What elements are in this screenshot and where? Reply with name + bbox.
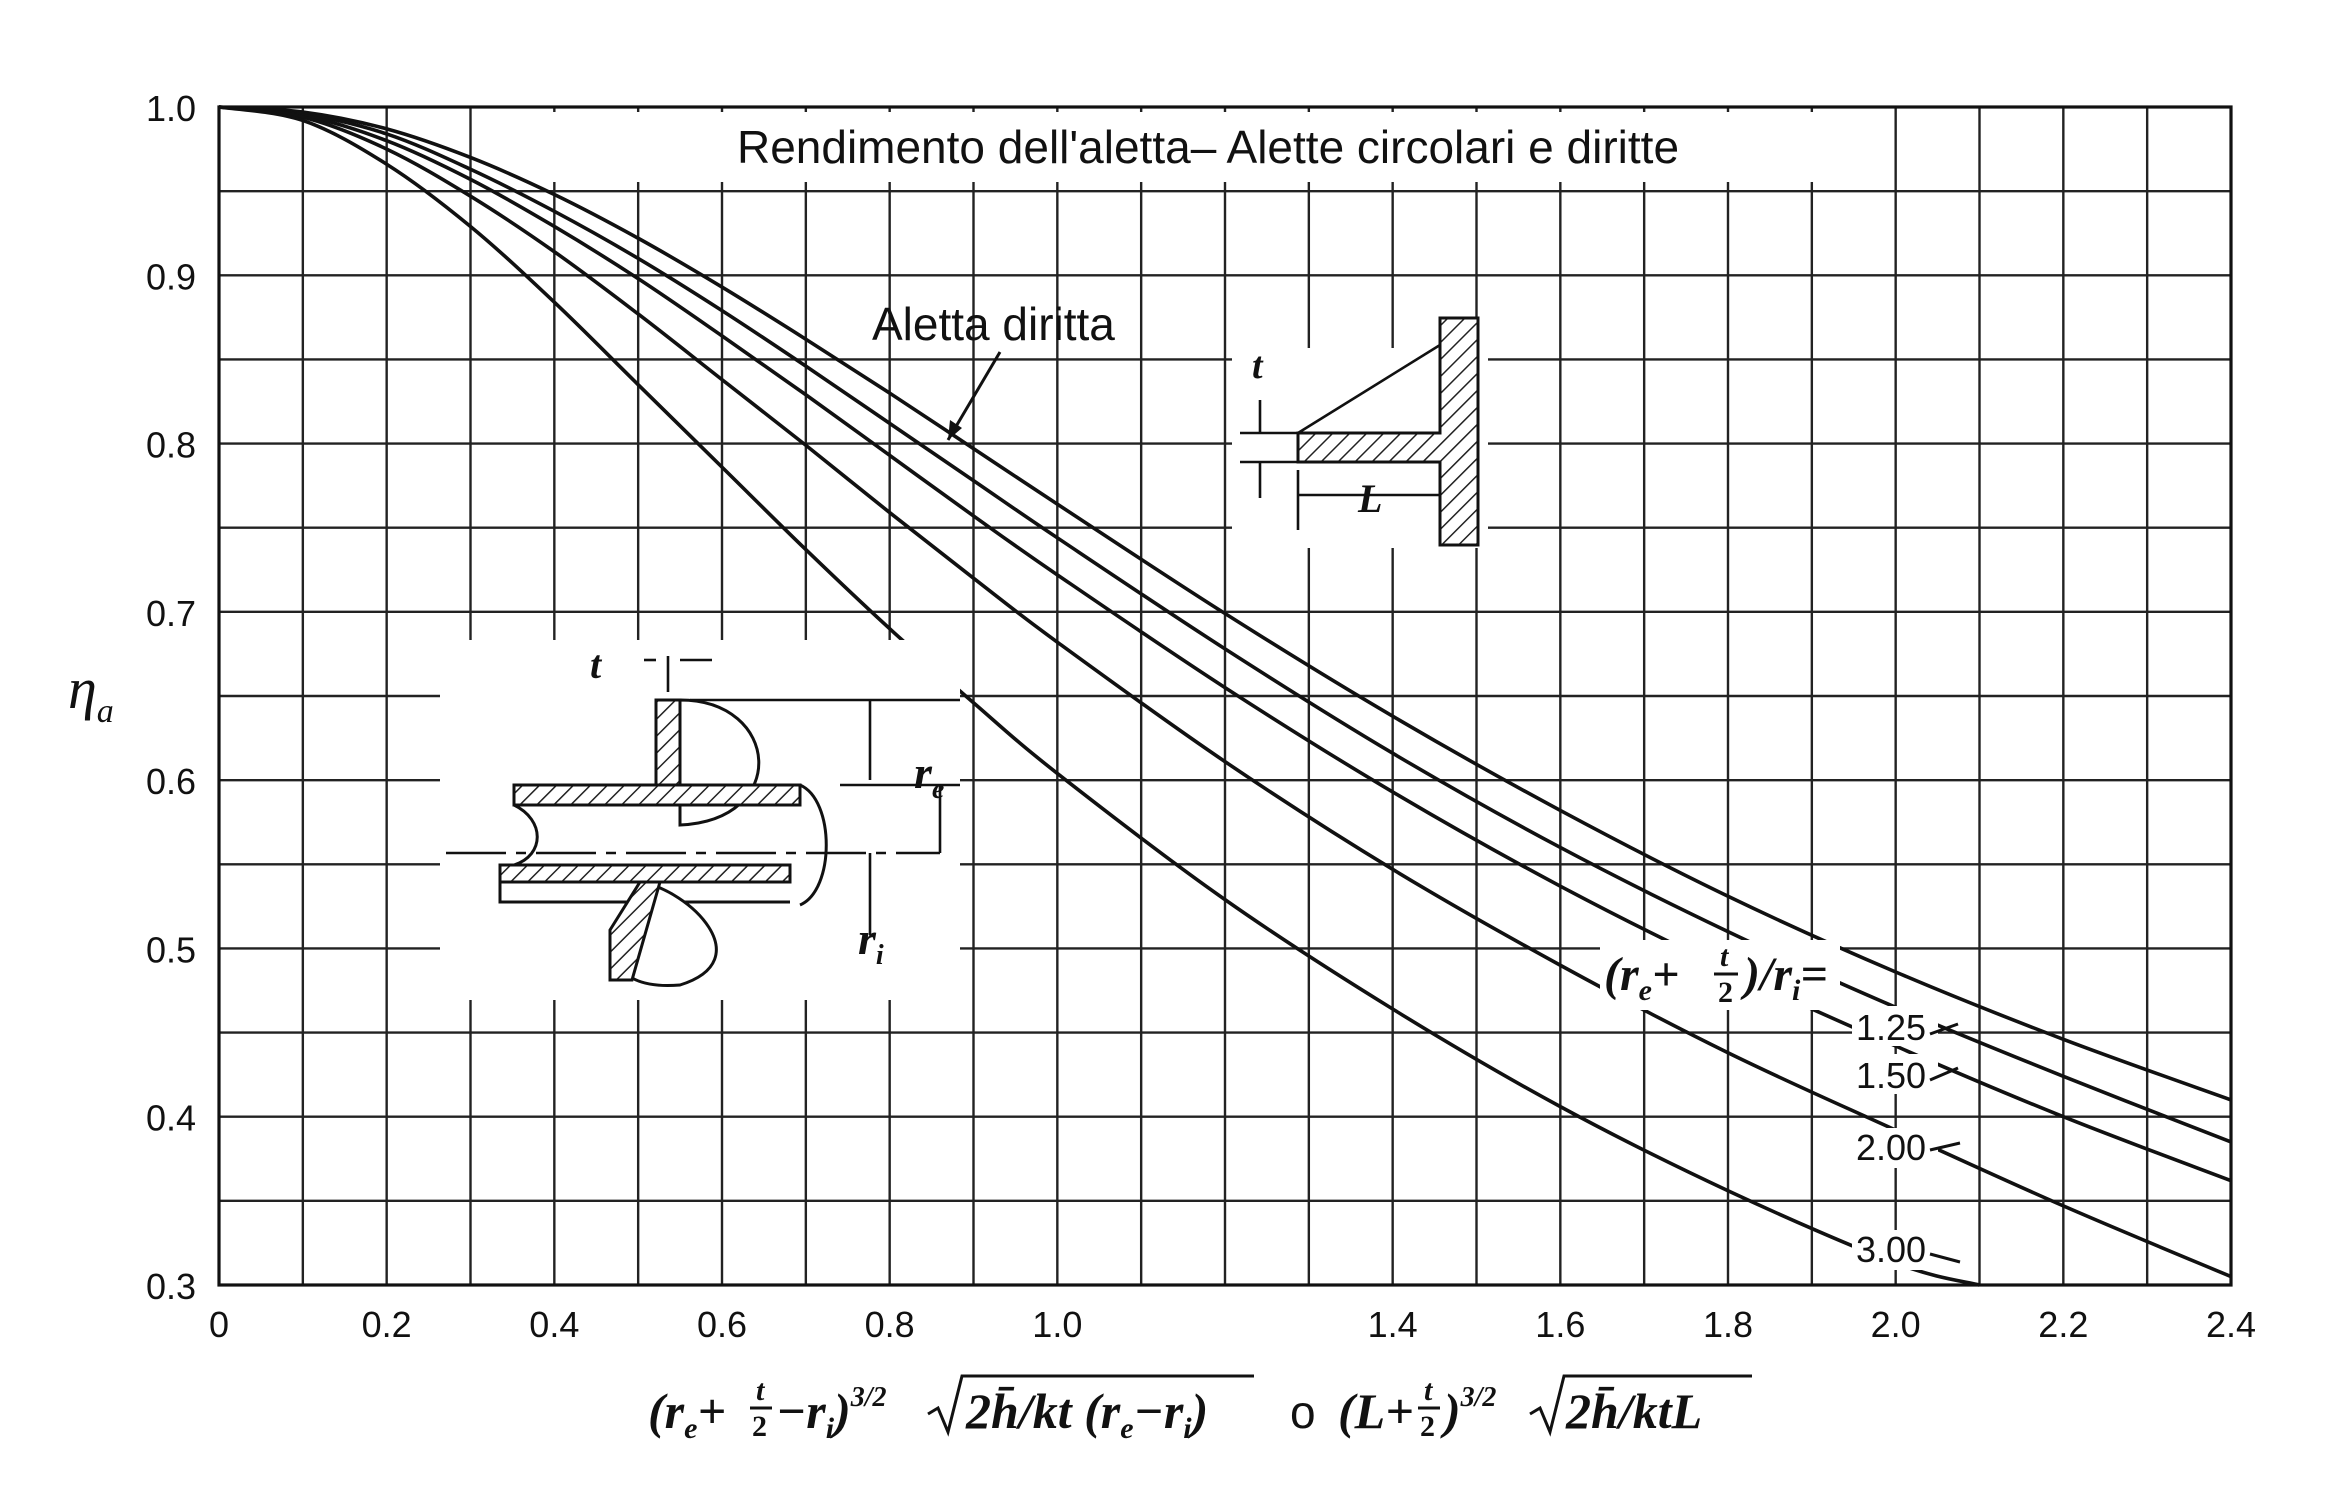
straight-fin-t-label: t: [1252, 345, 1263, 387]
svg-text:2h̄/ktL: 2h̄/ktL: [1566, 1383, 1703, 1439]
y-tick-label: 0.7: [145, 592, 196, 634]
series-labels: [1852, 1006, 1960, 1270]
x-tick-label: 0.6: [696, 1304, 748, 1345]
x-tick-label: 1.8: [1702, 1304, 1754, 1345]
chart-title: Rendimento dell'aletta– Alette circolari e diritte: [736, 121, 1680, 173]
circular-fin-ri-label: $r_i$: [858, 913, 884, 971]
x-axis-label: [648, 1374, 1752, 1445]
svg-text:(re+: ($r_e+$: [1604, 948, 1680, 1007]
y-tick-label: 0.6: [145, 761, 196, 803]
y-tick-label: 0.4: [145, 1097, 196, 1139]
circular-fin-t-label: t: [590, 642, 602, 687]
x-tick-labels: [209, 1304, 2256, 1345]
y-tick-label: 0.5: [145, 929, 196, 971]
y-tick-label: 0.8: [145, 424, 196, 466]
y-axis-label: $\eta_a$: [68, 656, 114, 730]
straight-fin-inset: [1232, 318, 1488, 548]
series-label-3-00: 3.00: [1856, 1229, 1927, 1270]
x-tick-label: 0.2: [361, 1304, 412, 1345]
svg-text:)/ri=: )$/r_i=$: [1744, 948, 1828, 1007]
x-tick-label: 0.4: [529, 1304, 580, 1345]
straight-fin-L-label: L: [1358, 476, 1383, 521]
circular-fin-inset: [440, 640, 960, 1000]
y-tick-label: 0.3: [145, 1266, 196, 1307]
x-tick-label: 2.4: [2205, 1304, 2257, 1345]
y-tick-label: 0.9: [145, 256, 196, 298]
circular-fin-re-label: $r_e$: [914, 747, 945, 805]
svg-text:(L+: (L+: [1338, 1383, 1414, 1439]
series-label-1-50: 1.50: [1856, 1055, 1927, 1096]
svg-text:)3/2: )$^{3/2}$: [1444, 1382, 1497, 1439]
x-tick-label: 2.0: [1870, 1304, 1921, 1345]
svg-text:2: 2: [752, 1410, 767, 1443]
svg-text:(re+: ($r_e+$: [648, 1383, 726, 1445]
series-label-2-00: 2.00: [1856, 1127, 1927, 1168]
parameter-label: [1600, 940, 1840, 1010]
svg-text:t: t: [756, 1374, 765, 1407]
x-tick-label: 1.4: [1367, 1304, 1418, 1345]
x-tick-label: 1.0: [1032, 1304, 1083, 1345]
annotation-aletta-diritta: Aletta diritta: [872, 298, 1115, 350]
y-tick-labels: [146, 88, 196, 1307]
svg-text:t: t: [1720, 940, 1729, 973]
svg-text:2: 2: [1718, 976, 1733, 1009]
y-tick-label: 1.0: [145, 88, 196, 129]
x-tick-label: 1.6: [1535, 1304, 1586, 1345]
svg-text:2: 2: [1420, 1410, 1435, 1443]
svg-text:2h̄/kt (re−ri): 2h̄/kt $(r_e-r_i)$: [966, 1383, 1209, 1445]
x-tick-label: 0: [208, 1304, 230, 1345]
x-tick-label: 0.8: [864, 1304, 915, 1345]
svg-text:−ri)3/2: $-r_i)^{3/2}$: [776, 1382, 887, 1445]
svg-text:o: o: [1290, 1386, 1316, 1438]
svg-text:t: t: [1424, 1374, 1433, 1407]
series-label-1-25: 1.25: [1856, 1007, 1927, 1048]
x-tick-label: 2.2: [2038, 1304, 2089, 1345]
